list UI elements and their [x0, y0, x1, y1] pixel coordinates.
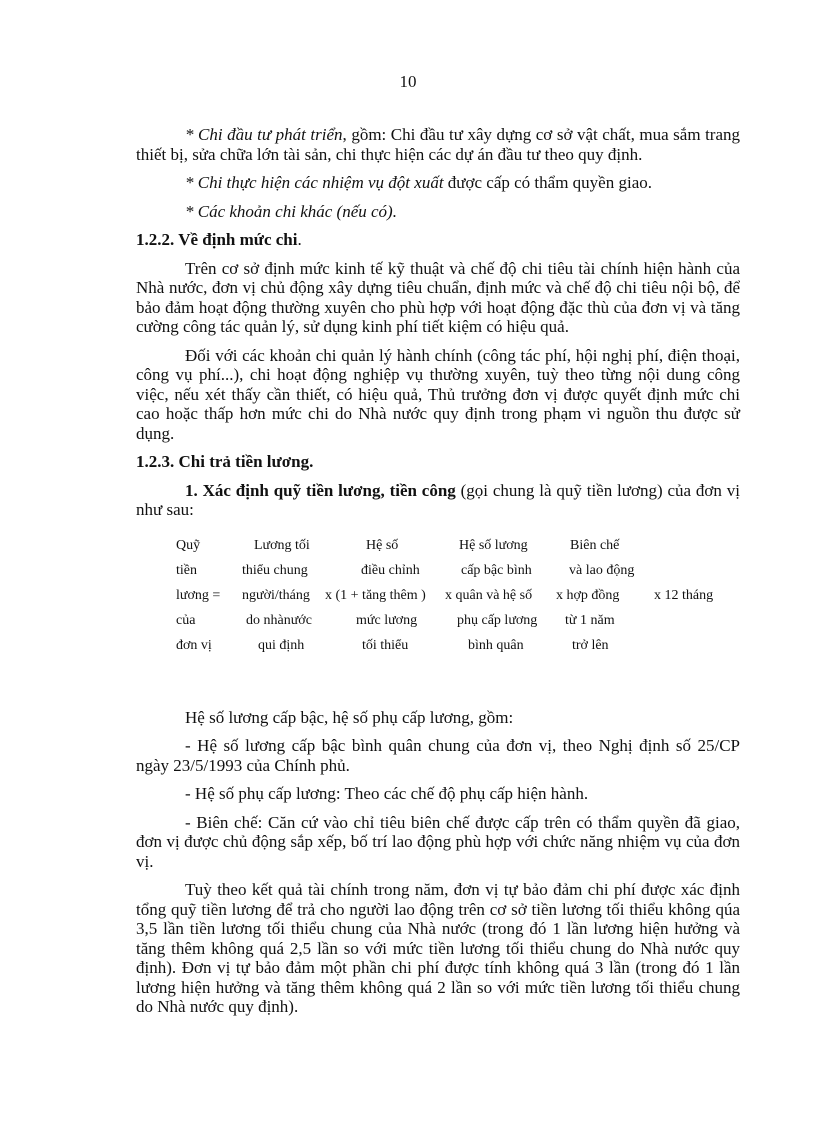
formula-cell: Hệ số — [366, 537, 399, 553]
formula-column-he-so-luong — [445, 538, 537, 663]
paragraph-xac-dinh-quy — [136, 481, 740, 520]
formula-cell: x hợp đồng — [556, 587, 620, 603]
heading-1-2-2-tail: . — [297, 230, 302, 249]
dot-xuat-text: được cấp có thẩm quyền giao. — [443, 173, 652, 192]
formula-cell: x quân và hệ số — [445, 587, 533, 603]
heading-1-2-2-text: 1.2.2. Về định mức chi — [136, 230, 298, 249]
xac-dinh-quy-term: 1. Xác định quỹ tiền lương, tiền công — [185, 480, 456, 500]
formula-column-he-so-dieu-chinh — [325, 538, 426, 663]
formula-cell: trở lên — [572, 637, 609, 653]
formula-cell: phụ cấp lương — [457, 612, 538, 628]
formula-cell: và lao động — [569, 562, 635, 578]
formula-months-multiplier: x 12 tháng — [654, 587, 714, 603]
formula-cell: điều chỉnh — [361, 562, 420, 578]
formula-cell: thiểu chung — [242, 562, 308, 578]
heading-1-2-3: 1.2.3. Chi trả tiền lương. — [136, 452, 314, 471]
paragraph-he-so-intro: Hệ số lương cấp bậc, hệ số phụ cấp lương, gồm: — [185, 707, 514, 727]
salary-fund-formula — [136, 538, 740, 684]
formula-cell: Quỹ — [176, 537, 201, 553]
formula-cell: do nhànước — [246, 612, 312, 628]
paragraph-he-so-phu-cap: - Hệ số phụ cấp lương: Theo các chế độ phụ cấp hiện hành. — [185, 784, 589, 803]
paragraph-he-so-cap-bac: - Hệ số lương cấp bậc bình quân chung của đơn vị, theo Nghị định số 25/CP ngày 23/5/1993 của Chính phủ. — [136, 736, 740, 775]
heading-1-2-2 — [136, 230, 740, 250]
paragraph-dinh-muc-1: Trên cơ sở định mức kinh tế kỹ thuật và chế độ chi tiêu tài chính hiện hành của Nhà nước, đơn vị chủ động xây dựng tiêu chuẩn, định mức và chế độ chi tiêu nội bộ, để bảo đảm hoạt động thường xuyên cho phù hợp với hoạt động đặc thù của đơn vị và tăng cường công tác quản lý, sử dụng kinh phí tiết kiệm có hiệu quả. — [136, 258, 740, 336]
formula-cell: cấp bậc bình — [461, 562, 532, 578]
formula-cell: Lương tối — [254, 537, 310, 553]
formula-cell: Hệ số lương — [459, 537, 528, 553]
formula-cell: qui định — [258, 637, 305, 653]
formula-cell: tối thiểu — [362, 637, 409, 653]
formula-column-quy-tien-luong — [176, 538, 220, 663]
paragraph-tuy-theo: Tuỳ theo kết quả tài chính trong năm, đơn vị tự bảo đảm chi phí được xác định tổng quỹ tiền lương để trả cho người lao động trên cơ sở tiền lương tối thiểu không qúa 3,5 lần tiền lương tối thiểu chung của Nhà nước (trong đó 1 lần lương hiện hưởng và tăng thêm không quá 2,5 lần so với mức tiền lương tối thiểu chung do Nhà nước quy định). Đơn vị tự bảo đảm một phần chi phí được tính không quá 3 lần (trong đó 1 lần lương hiện hưởng và tăng thêm không quá 2 lần so với mức tiền lương tối thiểu chung do Nhà nước quy định). — [136, 880, 740, 1016]
formula-cell: lương = — [176, 587, 221, 603]
document-body — [136, 125, 740, 1026]
chi-dau-tu-text: , gồm: Chi đầu tư xây dựng cơ sở vật chất, mua sắm trang thiết bị, sửa chữa lớn tài sản, chi thực hiện các dự án đầu tư theo quy định. — [136, 125, 740, 164]
formula-cell: đơn vị — [176, 637, 212, 653]
formula-cell: x (1 + tăng thêm ) — [325, 587, 426, 603]
formula-column-luong-toi-thieu — [242, 538, 312, 663]
paragraph-dot-xuat — [136, 173, 740, 193]
paragraph-bien-che: - Biên chế: Căn cứ vào chỉ tiêu biên chế được cấp trên có thẩm quyền đã giao, đơn vị được chủ động sắp xếp, bố trí lao động phù hợp với chức năng nhiệm vụ của đơn vị. — [136, 812, 740, 871]
paragraph-chi-dau-tu — [136, 125, 740, 164]
formula-cell: người/tháng — [242, 587, 310, 603]
dot-xuat-term: * Chi thực hiện các nhiệm vụ đột xuất — [185, 173, 444, 192]
formula-cell: tiền — [176, 562, 197, 578]
formula-cell: bình quân — [468, 637, 524, 653]
formula-cell: từ 1 năm — [565, 612, 615, 628]
paragraph-chi-khac: * Các khoản chi khác (nếu có). — [185, 201, 397, 221]
paragraph-dinh-muc-2: Đối với các khoản chi quản lý hành chính (công tác phí, hội nghị phí, điện thoại, công vụ phí...), chi hoạt động nghiệp vụ thường xuyên, tuỳ theo từng nội dung công việc, nếu xét thấy cần thiết, có hiệu quả, Thủ trưởng đơn vị được quyết định mức chi cao hoặc thấp hơn mức chi do Nhà nước quy định trong phạm vi nguồn thu được sử dụng. — [136, 345, 740, 443]
formula-cell: mức lương — [356, 612, 418, 628]
chi-dau-tu-term: * Chi đầu tư phát triển — [185, 125, 343, 144]
page-number: 10 — [399, 72, 417, 91]
formula-cell: của — [176, 612, 196, 628]
xac-dinh-quy-text: (gọi chung là quỹ tiền lương) của đơn vị như sau: — [136, 480, 740, 519]
formula-cell: Biên chế — [570, 537, 620, 553]
formula-column-bien-che — [556, 538, 634, 663]
